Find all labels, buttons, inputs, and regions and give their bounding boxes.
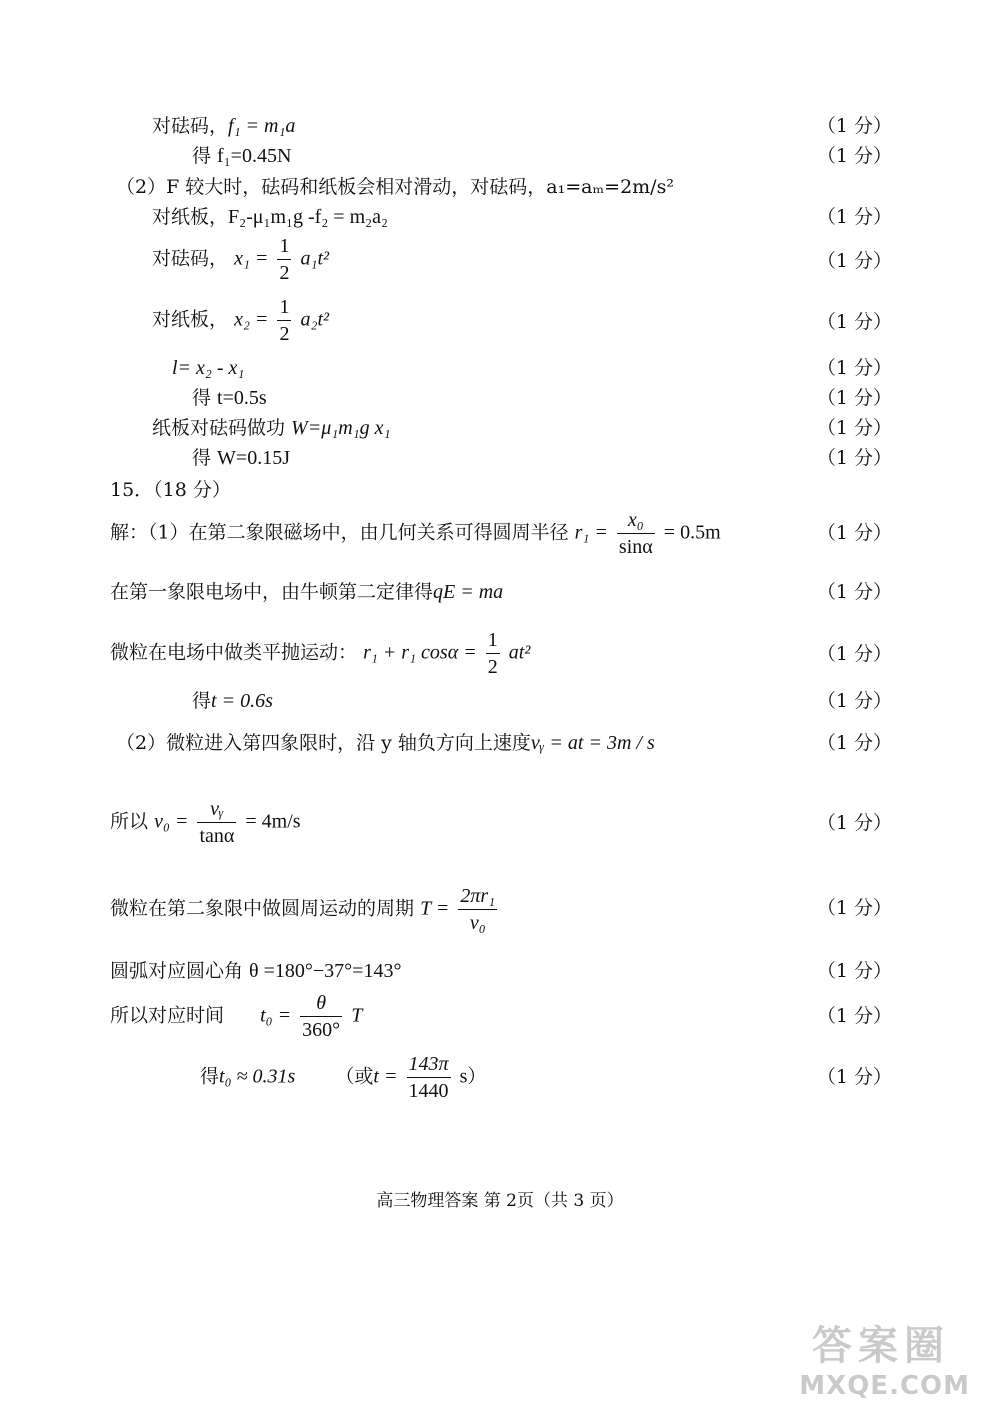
fraction: $\frac{\text{vᵧ}}{\tan\alpha}$ (199, 798, 235, 847)
fraction: $\frac{1}{2}$ (487, 629, 498, 678)
score-11: （1 分） (816, 522, 892, 544)
score-19: （1 分） (816, 1005, 892, 1027)
score-10: （1 分） (816, 447, 892, 469)
fraction: $\frac{143\pi}{1440}$ (408, 1053, 449, 1102)
score-12: （1 分） (816, 581, 892, 603)
score-15: （1 分） (816, 732, 892, 754)
line-16: 所以 v₀ = $\frac{\text{vᵧ}}{\tan\alpha}$ = 4m/s (110, 798, 301, 847)
line-10: 得 W=0.15J (192, 447, 290, 469)
watermark-url: MXQE.COM (799, 1371, 970, 1401)
score-16: （1 分） (816, 812, 892, 834)
line-13: 微粒在电场中做类平抛运动： r₁ + r₁ cosα = $\frac{1}{2}$ at² (110, 629, 531, 678)
line-18: 圆弧对应圆心角 θ =180°−37°=143° (110, 960, 402, 982)
line-1: 对砝码，f₁ = m₁a (152, 115, 296, 137)
line-14: 得t = 0.6s (192, 690, 273, 712)
score-18: （1 分） (816, 960, 892, 982)
line-3: （2）F 较大时，砝码和纸板会相对滑动，对砝码，a₁=aₘ=2m/s² (116, 176, 674, 198)
fraction: $\frac{1}{2}$ (279, 296, 290, 345)
score-20: （1 分） (816, 1066, 892, 1088)
fraction: $\frac{\text{2πr₁}}{\text{v₀}}$ (460, 885, 496, 934)
line-5: 对砝码， x₁ = $\frac{1}{2}$ a₁t² (152, 235, 329, 284)
score-14: （1 分） (816, 690, 892, 712)
line-20: 得t₀ ≈ 0.31s （或t = $\frac{143\pi}{1440}$ s） (200, 1053, 487, 1102)
page-footer: 高三物理答案 第 2页（共 3 页） (376, 1191, 624, 1211)
score-1: （1 分） (816, 115, 892, 137)
line-19: 所以对应时间 t₀ = $\frac{\theta}{360^\circ}$ T (110, 992, 363, 1041)
fraction: $\frac{1}{2}$ (279, 235, 290, 284)
score-7: （1 分） (816, 357, 892, 379)
score-4: （1 分） (816, 206, 892, 228)
line-6: 对纸板， x₂ = $\frac{1}{2}$ a₂t² (152, 296, 329, 345)
fraction: $\frac{\text{x₀}}{\sin\alpha}$ (618, 509, 653, 558)
line-9: 纸板对砝码做功 W=μ₁m₁g x₁ (152, 417, 391, 439)
score-5: （1 分） (816, 250, 892, 272)
line-4: 对纸板，F₂-μ₁m₁g -f₂ = m₂a₂ (152, 206, 388, 228)
line-7: l= x₂ - x₁ (172, 357, 245, 379)
score-9: （1 分） (816, 417, 892, 439)
score-13: （1 分） (816, 643, 892, 665)
score-2: （1 分） (816, 145, 892, 167)
line-11: 解：（1）在第二象限磁场中，由几何关系可得圆周半径 r₁ = $\frac{\text{x₀}}{\sin\alpha}$ = 0.5m (110, 509, 721, 558)
line-17: 微粒在第二象限中做圆周运动的周期 T = $\frac{\text{2πr₁}}{\text{v₀}}$ (110, 885, 496, 934)
line-2: 得 f₁=0.45N (192, 145, 292, 167)
score-8: （1 分） (816, 387, 892, 409)
line-12: 在第一象限电场中，由牛顿第二定律得qE = ma (110, 581, 504, 603)
question-15-heading: 15．（18 分） (110, 479, 231, 501)
line-15: （2）微粒进入第四象限时，沿 y 轴负方向上速度vᵧ = at = 3m / s (116, 732, 655, 754)
watermark-logo (710, 1314, 970, 1401)
score-6: （1 分） (816, 311, 892, 333)
score-17: （1 分） (816, 897, 892, 919)
watermark-text: 答案圈 (812, 1323, 950, 1369)
line-8: 得 t=0.5s (192, 387, 267, 409)
fraction: $\frac{\theta}{360^\circ}$ (302, 992, 341, 1041)
